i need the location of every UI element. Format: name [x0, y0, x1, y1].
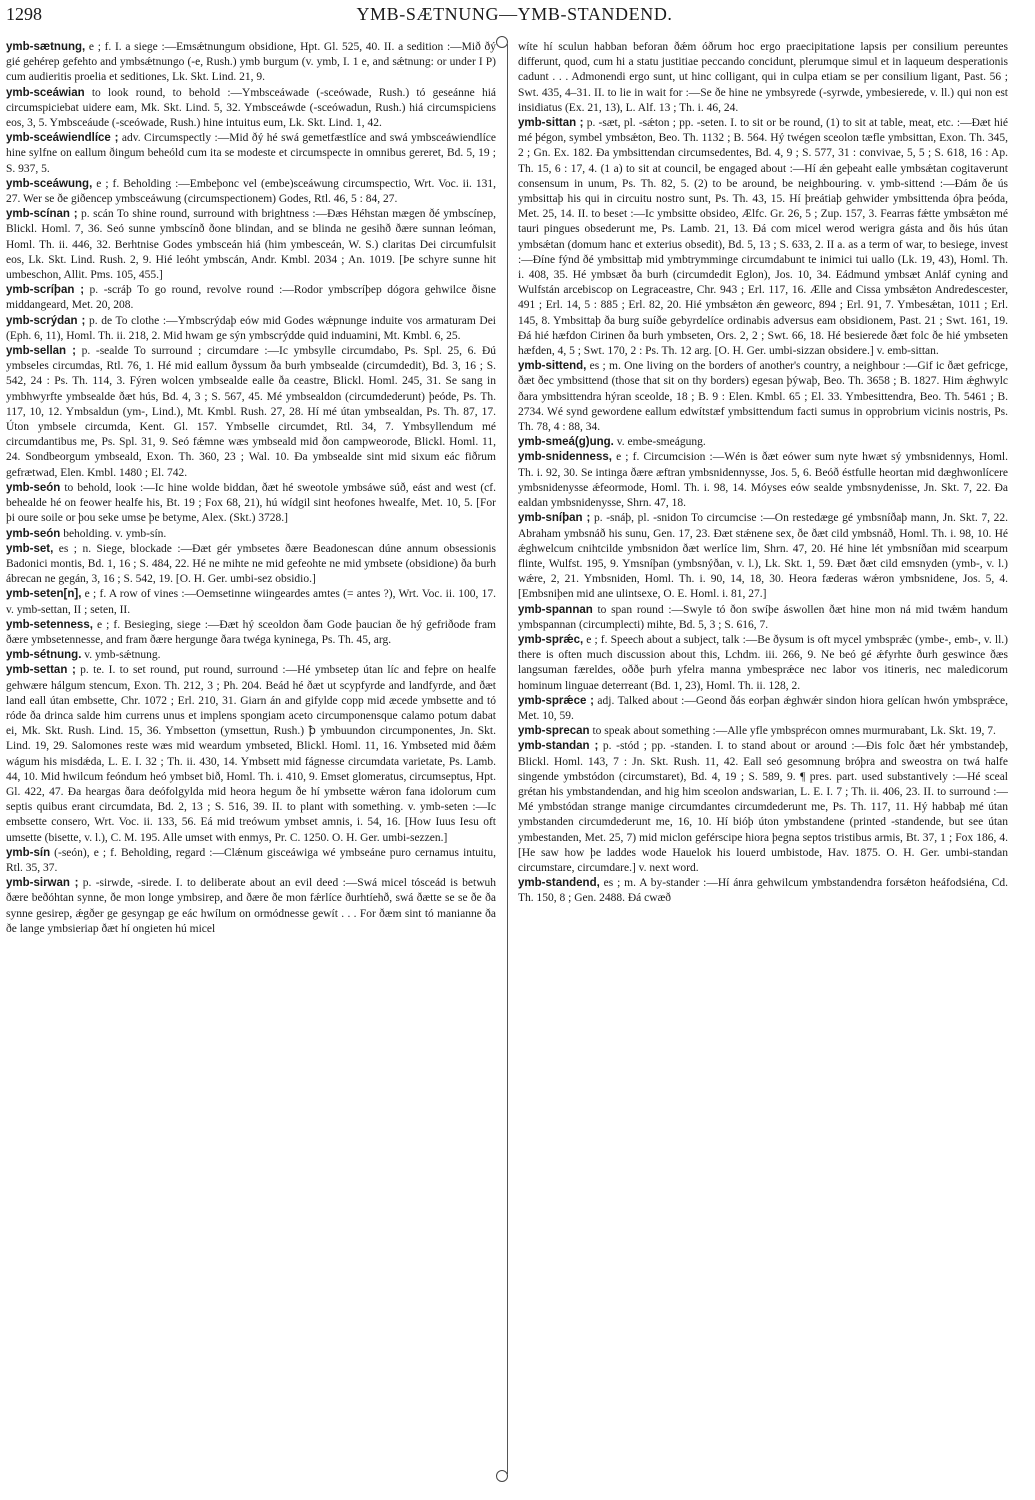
running-head: YMB-SÆTNUNG—YMB-STANDEND.	[356, 4, 673, 24]
entry-definition: (-seón), e ; f. Beholding, regard :—Clǽnum gisceáwiga wé ymbseáne puro cernamus intuitu, Rtl. 35, 37.	[6, 846, 496, 874]
page-number: 1298	[6, 4, 42, 24]
entry-headword: ymb-sín	[6, 846, 51, 859]
entry-headword: ymb-sníþan ;	[518, 512, 591, 525]
dictionary-entry	[518, 450, 1008, 511]
entry-definition: p. te. I. to set round, put round, surround :—Hé ymbsetep útan líc and feþre on healfe gehwære hálgum stencum, Exon. Th. 212, 3 ; Ph. 204. Beád hé ðæt ut scypfyrde and landfyrde, and ðæt land eall útan embsette, Chr. 1072 ; Erl. 210, 31. Giarn án and gifylde copp mid æcede ymbsette and tó róde ða drinca salde him currens unus et implens spongiam aceto circumponensque calamo potum dabat ei, Mk. Skt. Rush. Lind. 15, 36. Ymbsetton (ymsettun, Rush.) ꝥ ymbuundon circumponentes, Jn. Skt. Lind. 19, 29. Salomones reste wæs mid weardum ymbseted, Blickl. Homl. 11, 16. Ymbseted mid ðǽm wágum his misdǽda, L. E. I. 32 ; Th. ii. 430, 14. Ymbsett mid fágnesse circumdata varietate, Ps. Lamb. 44, 10. Mid hwilcum feóndum heó ymbset bið, Homl. Th. i. 410, 9. Emset glomeratus, circumseptus, Hpt. Gl. 422, 47. Ða heargas ðara deófolgylda mid heora hegum ðe hí ymbsette wǽron fana idolorum cum septis quibus erant circumdata, Bd. 2, 13 ; S. 516, 39. II. to plant with something. v. ymb-seten :—Ic embsette consero, Wrt. Voc. ii. 133, 56. Eá mid treówum ymbset amnis, i. 54, 16. [How Iuus Iesu oft umsette (bisette, v. l.), C. M. 195. Alle umset with enmys, Pr. C. 1250. O. H. Ger. umbi-sezzen.]	[6, 664, 496, 844]
dictionary-entry	[518, 876, 1008, 906]
dictionary-entry	[6, 86, 496, 132]
dictionary-entry	[6, 527, 496, 542]
entry-headword: ymb-standan ;	[518, 740, 599, 753]
page-header	[6, 4, 1023, 30]
entry-definition: e ; f. Circumcision :—Wén is ðæt eówer sum nyte hwæt sý ymbsnidennys, Homl. Th. i. 92, 30. Se intinga ðære æftran ymbsnidennysse, Jos. 5, 6. Beóð éstfulle heortan mid dæghwonlícere ymbsnidenysse ǽfeormode, Homl. Th. i. 98, 14. Móyses eów sealde ymbsnydenisse, Jn. Skt. 7, 22. Ða ealdan ymbsnidenysse, Shrn. 47, 18.	[518, 451, 1008, 510]
entry-headword: ymb-sétnung.	[6, 649, 82, 662]
dictionary-entry	[6, 314, 496, 344]
column-divider	[507, 44, 508, 1474]
dictionary-entry	[6, 846, 496, 876]
dictionary-entry	[6, 344, 496, 481]
entry-headword: ymb-snidenness,	[518, 451, 612, 464]
entry-definition: beholding. v. ymb-sín.	[60, 527, 167, 540]
dictionary-entry	[6, 481, 496, 527]
dictionary-entry	[6, 131, 496, 177]
entry-definition: p. -snáþ, pl. -snidon To circumcise :—On restedæge gé ymbsníðaþ mann, Jn. Skt. 7, 22. Abraham ymbsnáð his sunu, Gen. 17, 23. Ðæt stǽnene sex, ðe ðæt cild ymbsnáð, Homl. Th. i. 98, 10. Hé ǽghwelcum cnihtcilde ymbsnidon ðæt werlíce lim, Shrn. 47, 20. Hé hine lét ymbsníðan mid scearpum flinte, Wulfst. 195, 9. Ymsníþan (ymbsnýðan, v. l.), Lk. Skt. 1, 59. Ðæt ðæt cild emsnyden (ymb-, v. l.) wǽre, 2, 21. Ymbsniden, Homl. Th. i. 90, 14, 18, 30. Heora fæderas wǽron ymbsnidene, Jos. 5, 4. [Embsniþen mid ane ulintsexe, O. E. Homl. i. 81, 27.]	[518, 512, 1008, 601]
entry-headword: ymb-smeá(g)ung.	[518, 436, 614, 449]
entry-definition: adv. Circumspectly :—Mid ðý hé swá gemetfæstlíce and swá ymbsceáwiendlíce hine sylfne on eallum ðingum beheóld cum ita se modeste et circumspecte in omnibus gereret, Bd. 5, 19 ; S. 937, 5.	[6, 132, 496, 175]
entry-definition: to speak about something :—Alle yfle ymbsprécon omnes murmurabant, Lk. Skt. 19, 7.	[589, 725, 996, 738]
entry-definition: e ; f. A row of vines :—Oemsetinne wiingeardes amtes (= antes ?), Wrt. Voc. ii. 100, 17. v. ymb-settan, II ; seten, II.	[6, 588, 496, 616]
dictionary-entry	[518, 359, 1008, 435]
entry-headword: ymb-sprǽc,	[518, 633, 584, 646]
entry-definition: to look round, to behold :—Ymbsceáwade (-sceówade, Rush.) tó geseánne hiá circumspiciebat uidere eam, Mk. Skt. Lind. 5, 32. Ymbsceáwde (-sceówadun, Rush.) hiá circumspiciens eos, 3, 5. Ymbsceáude (-sceówade, Rush.) hine intuitus eum, Lk. Skt. Lind. 1, 42.	[6, 86, 496, 130]
entry-headword: ymb-sætnung,	[6, 41, 86, 53]
dictionary-entry	[518, 694, 1008, 724]
entry-headword: ymb-scrýdan ;	[6, 314, 86, 327]
dictionary-entry	[6, 177, 496, 207]
entry-definition: e ; f. Besieging, siege :—Ðæt hý sceoldon ðam Gode þaucian ðe hý gefriðode fram ðære ymbsetennesse, and fram ðære hergunge ðara twéga kyninega, Ps. Th. 45, arg.	[6, 618, 496, 646]
entry-definition: to span round :—Swyle tó ðon swíþe áswollen ðæt hine mon ná mid twǽm handum ymbspannan (circumplecti) mihte, Bd. 5, 3 ; S. 616, 7.	[518, 603, 1008, 631]
entry-headword: ymb-scríþan ;	[6, 284, 85, 297]
entry-headword: ymb-sellan ;	[6, 345, 76, 358]
entry-definition: es ; m. One living on the borders of another's country, a neighbour :—Gif ic ðæt gefricge, ðæt ðec ymbsittend (those that sit on thy borders) egesan þýwaþ, Beo. Th. 3658 ; B. 1827. Him ǽghwylc ðara ymbsittendra hýran sceolde, 18 ; B. 9 : Elen. Kmbl. 65 ; El. 33. Ymbesittendra, Beo. Th. 5461 ; B. 2734. Wé synd gewordene eallum edwítstæf ymbsittendum facti sumus in opprobrium vicinis nostris, Ps. Th. 78, 4 : 88, 34.	[518, 360, 1008, 434]
entry-headword: ymb-seten[n],	[6, 588, 82, 601]
dictionary-entry	[6, 40, 496, 86]
entry-headword: ymb-sceáwian	[6, 86, 85, 99]
entry-definition: p. -sealde To surround ; circumdare :—Ic ymbsylle circumdabo, Ps. Spl. 25, 6. Ðú ymbseles circumdas, Rtl. 76, 1. Hé mid eallum ðyssum ða burh ymbsealde (circumdedit), Bd. 3, 16 ; S. 542, 24 : Ps. Th. 114, 3. Fýren wolcen ymbsealde ealle ða ceastre, Blickl. Homl. 245, 31. Se sang in ymbhwyrfte ymbsealde ðæt hús, Bd. 4, 3 ; S. 567, 45. Mé ymbsealdon (circumdederunt) þeóde, Ps. Th. 117, 10, 12. Ymbsaldun (ym-, Lind.), Mt. Kmbl. Rush. 27, 28. Hí mé útan ymbsealdan, Ps. Th. 87, 17. Úton ymbsele circumda, Kent. Gl. 157. Ymbselle circumdet, Rtl. 34, 7. Ymbsyllendum mé circumdantibus me, Ps. Spl. 31, 9. Seó fǽmne wæs ymbseald mid ðon campweorode, Blickl. Homl. 11, 24. Sondbeorgum ymbseald, Exon. Th. 360, 23 ; Wal. 10. Ða ymbsealde sint mid sixum eác fiðrum gefrætwad, Elen. Kmbl. 1480 ; El. 742.	[6, 345, 496, 479]
left-column	[6, 40, 496, 1485]
entry-headword: ymb-settan ;	[6, 664, 76, 677]
entry-definition: p. -stód ; pp. -standen. I. to stand about or around :—Ðis folc ðæt hér ymbstandeþ, Blickl. Homl. 143, 7 : Jn. Skt. Rush. 11, 42. Eall seó gesomnung bróþra and sweostra on twá halfe singende ymbstódon (circumstaret), Bd. 4, 19 ; S. 589, 9. ¶ pres. part. used substantively :—Hé sceal grétan his ymbstandendan, and hig him sceolon andswarian, L. E. I. 7 ; Th. ii. 406, 23. II. to surround :—Mé ymbstódan strange manige circumdantes circumdederunt me, Ps. Th. 117, 11. Hý habbaþ mé útan ymbstanden circumdederunt me, 16, 10. Hí bióþ úton ymbstandene (printed -standende, but see útan ymbestanden, Met. 25, 7) mid miclon geférscipe hiora þegna septos tristibus armis, Bt. 37, 1 ; Fox 186, 4. [He saw how þe laddes wode Hauelok his louerd umbistode, Hav. 1875. O. H. Ger. umbi-standan circumstare, circumdare.] v. next word.	[518, 740, 1008, 874]
entry-headword: ymb-sprǽce ;	[518, 694, 594, 707]
entry-definition: es ; m. A by-stander :—Hí ánra gehwilcum ymbstandendra forsǽton heáfodsiéna, Cd. Th. 150, 8 ; Gen. 2488. Ðá cwæð	[518, 877, 1008, 905]
dictionary-entry	[518, 603, 1008, 633]
entry-definition: e ; f. I. a siege :—Emsǽtnungum obsidione, Hpt. Gl. 525, 40. II. a sedition :—Mið ðý gié gehérep gefehto and ymbsǽtnungo (-e, Rush.) ymb burgum (v. ymb, I. 1 e, and sǽtnung: or under I P) cum audieritis proelia et seditiones, Lk. Skt. Lind. 21, 9.	[6, 41, 496, 84]
entry-headword: ymb-scínan ;	[6, 208, 78, 221]
right-column	[518, 40, 1008, 1485]
dictionary-entry	[6, 207, 496, 283]
dictionary-entry	[6, 648, 496, 663]
entry-headword: ymb-sittend,	[518, 360, 587, 373]
entry-definition: p. de To clothe :—Ymbscrýdaþ eów mid Godes wǽpnunge induite vos armaturam Dei (Eph. 6, 11), Homl. Th. ii. 218, 2. Mid hwam ge sýn ymbscrýdde quid induamini, Mt. Kmbl. 6, 25.	[6, 314, 496, 342]
entry-definition: p. -sirwde, -sirede. I. to deliberate about an evil deed :—Swá micel tósceád is betwuh ðære beðóhtan synne, ðe mon longe ymbsirep, and ðære ðe mon fǽrlíce ðurhtíehð, swá ðætte se se ðe ða synne gesirep, ǽgðer ge gesyngap ge eác hwílum on ormódnesse gewít . . . For ðæm sint tó manianne ða ðe lange ymbsieriap ðæt hí ongieten hú micel	[6, 877, 496, 935]
dictionary-entry	[6, 618, 496, 648]
entry-headword: ymb-spannan	[518, 603, 593, 616]
dictionary-entry	[6, 587, 496, 617]
column-divider-ornament-bottom	[496, 1470, 508, 1482]
entry-headword: ymb-sceáwung,	[6, 177, 93, 190]
entry-definition: p. scán To shine round, surround with brightness :—Ðæs Héhstan mægen ðé ymbscínep, Blickl. Homl. 7, 36. Seó sunne ymbscínð ðone blindan, and se blinda ne gesihð ðære sunnan leóman, Homl. Th. ii. 446, 32. Berhtnise Godes ymbsceán hiá (him ymbesceán, W. S.) claritas Dei circumfulsit eos, Lk. Skt. Lind. Rush. 2, 9. Hié leóht ymbscán, Andr. Kmbl. 2034 ; An. 1019. [Þe schyre sunne hit umbeschon, Allit. Pms. 105, 455.]	[6, 208, 496, 282]
entry-definition: e ; f. Beholding :—Embeþonc vel (embe)sceáwung circumspectio, Wrt. Voc. ii. 131, 27. Wer se ðe giðencep ymbsceáwung (circumspectionem) Godes, Rtl. 46, 5 : 84, 27.	[6, 177, 496, 206]
entry-definition: v. ymb-sǽtnung.	[81, 649, 161, 662]
entry-definition: wíte hí sculun habban beforan ðǽm óðrum hoc ergo praecipitatione lapsis per consilium pereuntes differunt, quod, cum hi a statu justitiae peccando concidunt, plerumque simul et in laqueum desperationis cadunt . . . Admonendi ergo sunt, ut hinc colligant, qui in culpa etiam se per consilium ligant, Past. 56 ; Swt. 435, 4–31. II. to lie in wait for :—Se ðe hine ne ymbsyrede (-syrwde, ymbesierede, v. ll.) qui non est insidiatus (Ex. 21, 13), L. Alf. 13 ; Th. i. 46, 24.	[518, 41, 1008, 114]
entry-definition: p. -scráþ To go round, revolve round :—Rodor ymbscríþep dógora gehwilce ðisne middangeard, Met. 20, 208.	[6, 284, 496, 312]
entry-definition: to behold, look :—Ic hine wolde biddan, ðæt hé sweotole ymbsáwe súð, eást and west (cf. behealde hé on feower healfe his, Bt. 19 ; Fox 68, 21), hú wídgil sint heofones hwealfe, Met. 10, 5. [For þi oure soile or þou seke umse þe betyme, Alex. (Skt.) 3728.]	[6, 481, 496, 525]
entry-definition: p. -sæt, pl. -sǽton ; pp. -seten. I. to sit or be round, (1) to sit at table, meat, etc. :—Ðæt hié mé þégon, symbel ymbsǽton, Beo. Th. 1132 ; B. 564. Hý twégen sceolon tæfle ymbsittan, Exon. Th. 345, 2 ; Gn. Ex. 182. Ða ymbsittendan circumsedentes, Bd. 4, 9 ; S. 577, 31 : convivae, 5, 5 ; S. 618, 16 : Ap. Th. 15, 6 : 17, 4. (1 a) to sit at council, be engaged about :—Hí ǽn geþeaht ealle ymbsǽtan cogitaverunt consensum in unum, Ps. Th. 82, 5. (2) to be around, be neighbouring. v. ymb-sittend :—Ðám ðe ús ymbsittaþ his qui in circuitu nostro sunt, Ps. Th. 43, 15. Hí þreátiaþ gehwider ymbsittenda óþra þeóda, Met. 25, 14. II. to beset :—Ic ymbsitte obsideo, Ælfc. Gr. 26, 5 ; Zup. 157, 3. Fearras fǽtte ymbsǽton mé tauri pingues obsederunt me, Ps. Lamb. 21, 13. Ðá com micel werod werigra gásta and ðis hús útan ymbsǽtan (domum hanc et exterius obsedit), Bd. 5, 13 ; S. 633, 2. II a. as a term of war, to besiege, invest :—Ðíne fýnd ðé ymbsittaþ mid ymbtrymminge circumdabunt te inimici tui uallo (Lk. 19, 43), Homl. Th. i. 408, 35. Hé ymbsæt ða burh (circumdedit Eglon), Jos. 10, 34. Eádmund ymbsæt Anláf cyning and Wulfstán arcebiscop on Legraceastre, Chr. 943 ; Erl. 117, 16. Ælle and Cissa ymbsǽton Andredescester, 491 ; Erl. 14, 5 : 885 ; Erl. 82, 20. Hié ymbsǽton ǽn geweorc, 894 ; Erl. 91, 7. Ymbesǽtan, 1011 ; Erl. 145, 8. Ymbsittaþ ða burg suíðe gebyrdelíce ordinabis adversus eam obsidionem, Past. 21 ; Swt. 161, 19. Ðá hié hæfdon Cirinen ða burh ymbseten, Ors. 2, 2 ; Swt. 66, 18. Hé besierede ðæt folc ðe hié ymbseten hæfden, 4, 5 ; Swt. 170, 2 : Ps. Th. 12 arg. [O. H. Ger. umbi-sizzan obsidere.] v. emb-sittan.	[518, 117, 1008, 358]
dictionary-entry	[6, 542, 496, 588]
entry-headword: ymb-setenness,	[6, 618, 93, 631]
entry-definition: e ; f. Speech about a subject, talk :—Be ðysum is oft mycel ymbsprǽc (ymbe-, emb-, v. ll.) there is often much discussion about this, Lchdm. iii. 266, 9. Ne beó gé ǽfyrhte ðurh geswince ðæs langsuman færeldes, oððe þurh yfelra manna ymbesprǽce nec labor vos itineris, nec maledicorum hominum linguae deterreant (Bd. 1, 23), Homl. Th. ii. 128, 2.	[518, 633, 1008, 692]
entry-definition: adj. Talked about :—Geond ðás eorþan ǽghwǽr sindon hiora gelícan hwón ymbsprǽce, Met. 10, 59.	[518, 694, 1008, 722]
entry-headword: ymb-set,	[6, 542, 54, 555]
dictionary-entry	[518, 724, 1008, 739]
entry-headword: ymb-sirwan ;	[6, 877, 79, 890]
entry-headword: ymb-sprecan	[518, 725, 590, 738]
dictionary-entry	[6, 876, 496, 937]
dictionary-entry	[518, 435, 1008, 450]
dictionary-entry	[6, 283, 496, 313]
dictionary-entry	[518, 511, 1008, 602]
entry-headword: ymb-standend,	[518, 877, 600, 890]
entry-headword: ymb-sittan ;	[518, 117, 584, 130]
dictionary-entry	[518, 739, 1008, 876]
entry-definition: es ; n. Siege, blockade :—Ðæt gér ymbsetes ðære Beadonescan dúne annum obsessionis Badonici montis, Bd. 1, 16 ; S. 484, 22. Hé ne mihte ne mid gefeohte ne mid ymbsete (obsidione) ða burh ábrecan ne gegán, 3, 16 ; S. 542, 19. [O. H. Ger. umbi-sez obsidio.]	[6, 542, 496, 586]
dictionary-entry	[518, 116, 1008, 359]
entry-headword: ymb-sceáwiendlíce ;	[6, 132, 119, 145]
dictionary-entry	[518, 40, 1008, 116]
entry-definition: v. embe-smeágung.	[613, 436, 706, 449]
entry-headword: ymb-seón	[6, 481, 61, 494]
text-columns	[6, 40, 1020, 1485]
dictionary-entry	[6, 663, 496, 845]
entry-headword: ymb-seón	[6, 527, 61, 540]
dictionary-entry	[518, 633, 1008, 694]
